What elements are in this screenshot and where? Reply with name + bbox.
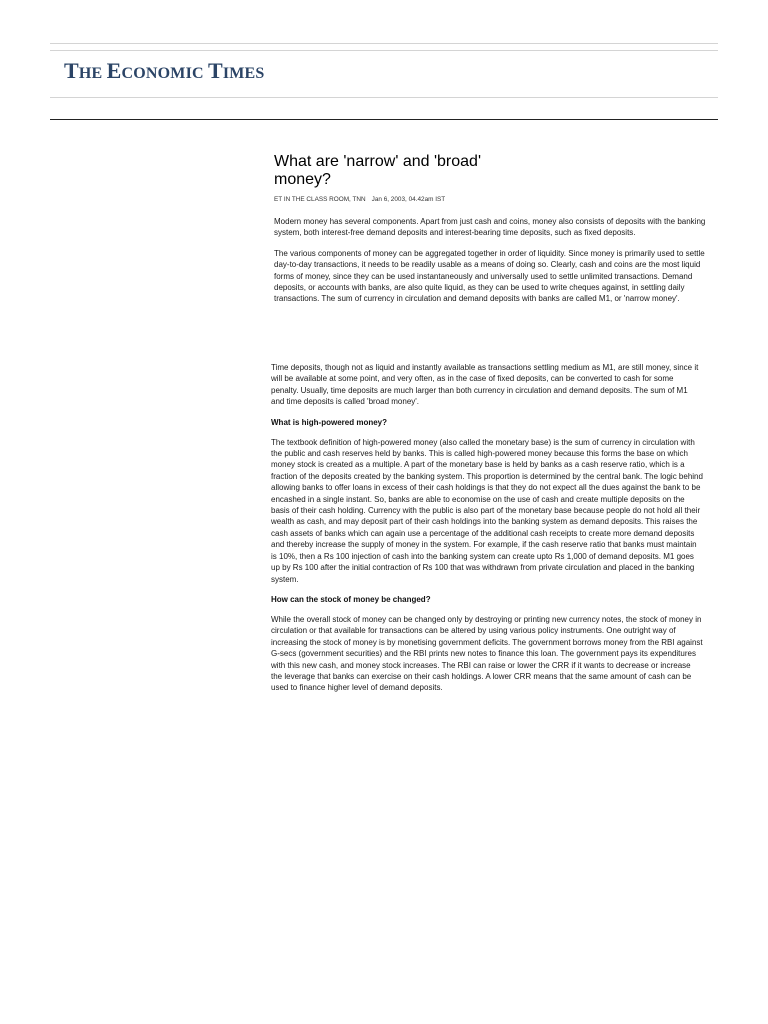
article-headline: What are 'narrow' and 'broad' money? xyxy=(274,153,481,188)
subhead-high-powered-money: What is high-powered money? xyxy=(271,417,388,427)
masthead-rest-2: CONOMIC xyxy=(121,65,208,82)
article-date: Jan 6, 2003, 04.42am IST xyxy=(371,196,446,203)
masthead-cap-2: E xyxy=(106,58,122,83)
masthead-cap-3: T xyxy=(207,58,223,83)
masthead-rest-3: IMES xyxy=(222,65,265,82)
paragraph-stock-of-money: While the overall stock of money can be changed only by destroying or printing new currency notes, the stock of money in circulation or that available for transactions can be altered by using various policy instruments. One outright way of increasing the stock of money is by monetising government deficits. The government borrows money from the RBI against G-secs (government securities) and the RBI prints new notes to finance this loan. The government pays its expenditures with this new cash, and money stock increases. The RBI can raise or lower the CRR if it wants to decrease or increase the leverage that banks can exercise on their cash holdings. A lower CRR means that the same amount of cash can be used to finance higher level of demand deposits. xyxy=(271,614,703,693)
subhead-stock-of-money: How can the stock of money be changed? xyxy=(271,594,431,604)
article-dateline xyxy=(274,196,706,203)
masthead-bottom-rule xyxy=(50,97,718,98)
paragraph-components: Modern money has several components. Apart from just cash and coins, money also consists of deposits with the banking system, both interest-free demand deposits and interest-bearing time deposits, such as fixed deposits. xyxy=(274,217,706,238)
paragraph-high-powered-money: The textbook definition of high-powered money (also called the monetary base) is the sum of currency in circulation with the public and cash reserves held by banks. This is called high-powered money because this forms the base on which money stock is created as a multiple. A part of the monetary base is held by banks as a cash reserve ratio, which is a fraction of the deposits created by the banking system. This proportion is determined by the central bank. The logic behind allowing banks to offer loans in excess of their cash holdings is that they do not expect all the dues against the bank to be encashed in a single instant. So, banks are able to economise on the use of cash and create multiple deposits on the basis of their cash holding. Currency with the public is also part of the monetary base because people do not hold all their wealth as cash, and may deposit part of their cash holdings into the banking system as demand deposits. This raises the cash assets of banks which can again use a percentage of the additional cash receipts to create more demand deposits and thereby increase the supply of money in the system. For example, if the cash reserve ratio that banks must maintain is 10%, then a Rs 100 injection of cash into the banking system can create upto Rs 1,000 of demand deposits. M1 goes up by Rs 100 after the initial contraction of Rs 100 that was withdrawn from private circulation and placed in the banking system. xyxy=(271,437,703,584)
masthead-cap-1: T xyxy=(64,58,79,83)
article-bottom xyxy=(271,362,703,703)
paragraph-time-deposits: Time deposits, though not as liquid and instantly available as transactions settling medium as M1, are still money, since it will be available at some point, and very often, as in the case of fixed deposits, can be converted to cash for some penalty. Usually, time deposits are much larger than both currency in circulation and demand deposits. The sum of M1 and time deposits is called 'broad money'. xyxy=(271,363,699,407)
header-divider xyxy=(50,119,718,120)
top-rule-1 xyxy=(50,43,718,44)
article-byline: ET IN THE CLASS ROOM, TNN xyxy=(274,196,366,203)
article-top xyxy=(274,153,706,305)
masthead-rest-1: HE xyxy=(78,65,107,82)
masthead-logo[interactable] xyxy=(64,60,265,82)
paragraph-liquidity: The various components of money can be aggregated together in order of liquidity. Since money is primarily used to settle day-to-day transactions, it needs to be readily usable as a means of doing so. Clearly, cash and coins are the most liquid forms of money, since they can be used instantaneously and universally used to settle unlimited transactions. Demand deposits, or accounts with banks, are also quite liquid, as they can be used to write cheques against, in settling daily transactions. The sum of currency in circulation and demand deposits with banks are called M1, or 'narrow money'. xyxy=(274,248,705,304)
top-rule-2 xyxy=(50,50,718,51)
